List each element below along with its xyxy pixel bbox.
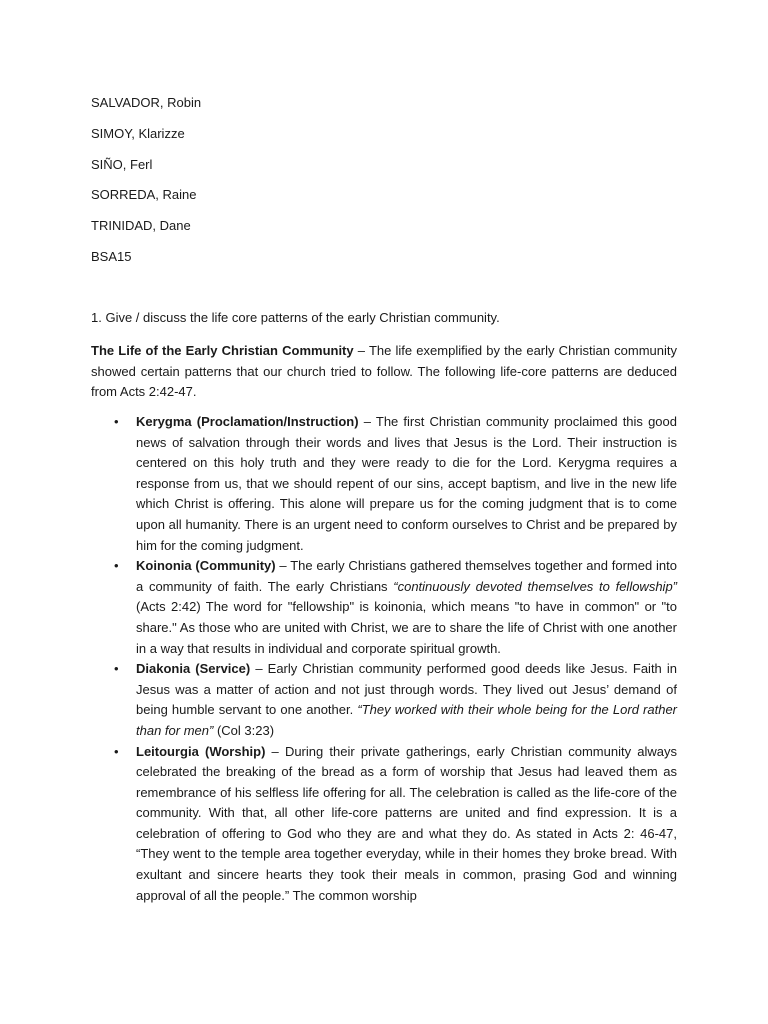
- pattern-quote: “continuously devoted themselves to fellowship”: [393, 578, 677, 594]
- pattern-text: (Acts 2:42) The word for "fellowship" is koinonia, which means "to have in common" or "to share." As those who are united with Christ, we are to share the life of Christ with one another in a way that results in individual and corporate spiritual growth.: [136, 599, 677, 656]
- pattern-quote: “They worked with their whole being for the Lord rather than for men”: [136, 702, 678, 738]
- student-name: SIMOY, Klarizze: [91, 126, 185, 141]
- life-core-pattern-list: [114, 412, 678, 906]
- list-item: [114, 742, 677, 907]
- pattern-term: Kerygma (Proclamation/Instruction): [136, 414, 359, 429]
- pattern-text: – The first Christian community proclaimed this good news of salvation through their words and lives that Jesus is the Lord. Their instruction is centered on this holy truth and they were ready to die for the Lord. Kerygma requires a response from us, that we should repent of our sins, accept baptism, and live in the new life which Christ is offering. This alone will prepare us for the coming judgment that is to come upon all humanity. There is an urgent need to conform ourselves to Christ and be prepared by him for the coming judgment.: [136, 414, 677, 553]
- pattern-text: – Early Christian community performed good deeds like Jesus. Faith in Jesus was a matter of action and not just through words. They lived out Jesus’ demand of being humble servant to one another.: [136, 661, 677, 718]
- list-item: [114, 412, 677, 556]
- pattern-text: (Col 3:23): [213, 722, 275, 738]
- student-name: SALVADOR, Robin: [91, 95, 202, 110]
- student-name: SIÑO, Ferl: [91, 157, 153, 172]
- list-item: [114, 556, 677, 659]
- student-name: SORREDA, Raine: [91, 187, 197, 202]
- bullet-icon: •: [114, 558, 119, 574]
- intro-paragraph: [91, 341, 677, 403]
- list-item: [114, 659, 678, 741]
- student-name: TRINIDAD, Dane: [91, 218, 191, 233]
- bullet-icon: •: [114, 414, 119, 429]
- pattern-text: – During their private gatherings, early Christian community always celebrated the breaking of the bread as a form of worship that Jesus had leaved them as remembrance of his selfless life offering for all. The celebration is called as the life-core of the community. With that, all other life-core patterns are united and find expression. It is a celebration of offering to God who they are and what they do. As stated in Acts 2: 46-47, “They went to the temple area together everyday, while in their homes they broke bread. With exultant and sincere hearts they took their meals in common, prasing God and winning approval of all the people.” The common worship: [136, 743, 677, 903]
- section-label: BSA15: [91, 249, 132, 264]
- pattern-text: – The early Christians gathered themselves together and formed into a community of faith. The early Christians: [136, 558, 677, 594]
- bullet-icon: •: [114, 661, 119, 677]
- bullet-icon: •: [114, 743, 119, 759]
- pattern-term: Koinonia (Community): [136, 558, 276, 574]
- pattern-term: Diakonia (Service): [136, 661, 251, 677]
- intro-title: The Life of the Early Christian Community: [91, 343, 354, 358]
- intro-text: – The life exemplified by the early Christian community showed certain patterns that our church tried to follow. The following life-core patterns are deduced from Acts 2:42-47.: [91, 343, 677, 400]
- question-prompt: 1. Give / discuss the life core patterns of the early Christian community.: [91, 310, 500, 325]
- pattern-term: Leitourgia (Worship): [136, 743, 266, 759]
